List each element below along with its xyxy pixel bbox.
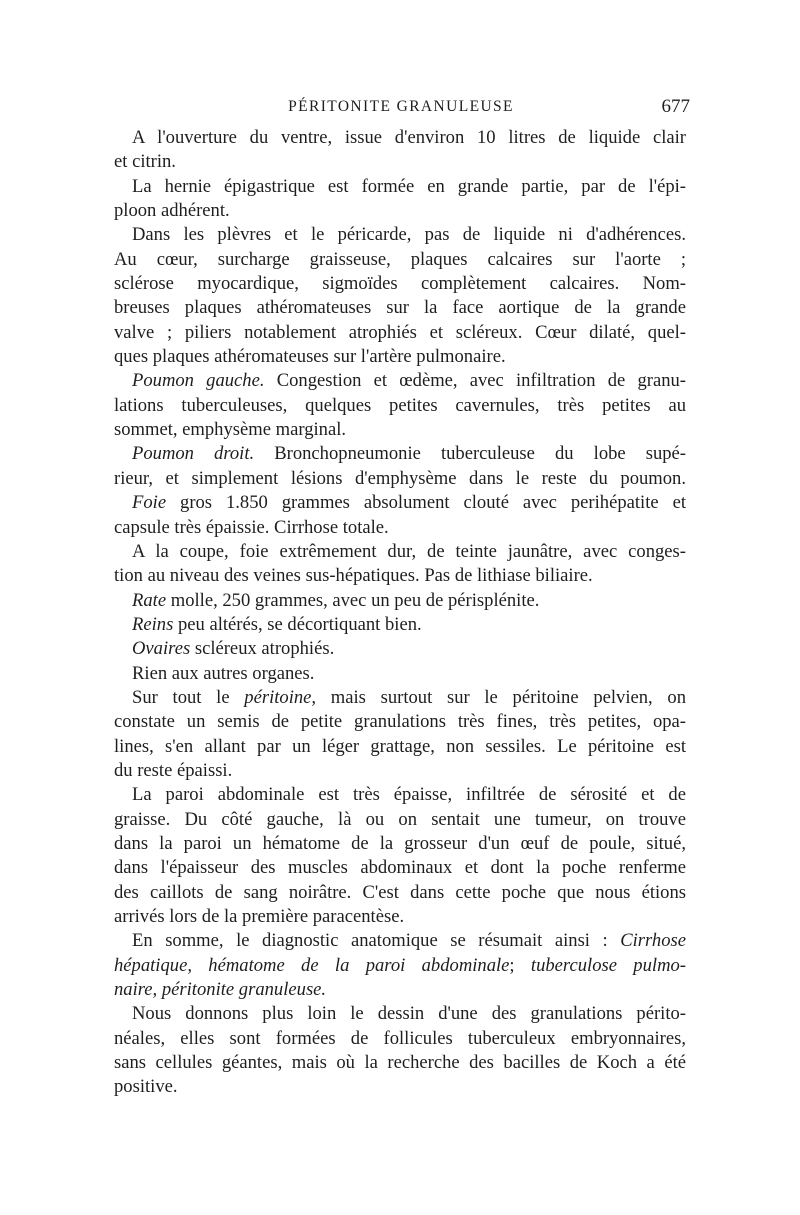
text-line (114, 905, 686, 929)
text-line (114, 637, 686, 661)
text-segment: gros 1.850 grammes absolument clouté avec perihépatite et (166, 492, 686, 514)
page-header (112, 98, 690, 122)
text-segment: du reste épaissi. (114, 759, 233, 781)
text-line (114, 126, 686, 150)
text-segment: néales, elles sont formées de follicules tuberculeux embryonnaires, (114, 1027, 686, 1049)
italic-text: Reins (132, 613, 174, 635)
text-segment: Rien aux autres organes. (132, 662, 315, 684)
text-line (114, 662, 686, 686)
text-segment: La paroi abdominale est très épaisse, infiltrée de sérosité et de (132, 784, 686, 806)
text-line (114, 418, 686, 442)
text-line (114, 686, 686, 710)
text-segment: lations tuberculeuses, quelques petites cavernules, très petites au (114, 394, 686, 416)
running-title: PÉRITONITE GRANULEUSE (288, 98, 514, 115)
text-segment: Au cœur, surcharge graisseuse, plaques calcaires sur l'aorte ; (114, 248, 686, 270)
text-line (114, 248, 686, 272)
text-segment: En somme, le diagnostic anatomique se résumait ainsi : (132, 930, 621, 952)
page-number: 677 (661, 96, 690, 117)
text-segment: Congestion et œdème, avec infiltration de granu- (264, 370, 686, 392)
text-line (114, 345, 686, 369)
text-segment: Bronchopneumonie tuberculeuse du lobe supé- (254, 443, 686, 465)
text-segment: des caillots de sang noirâtre. C'est dans cette poche que nous étions (114, 881, 686, 903)
text-segment: Sur tout le (132, 686, 245, 708)
text-segment: A la coupe, foie extrêmement dur, de teinte jaunâtre, avec conges- (132, 540, 686, 562)
text-segment: sclérose myocardique, sigmoïdes complètement calcaires. Nom- (114, 273, 686, 295)
italic-text: Rate (132, 589, 167, 611)
text-segment: et citrin. (114, 151, 176, 173)
text-line (114, 223, 686, 247)
italic-text: péritoine, (244, 686, 317, 708)
text-line (114, 394, 686, 418)
text-line (114, 832, 686, 856)
text-line (114, 589, 686, 613)
text-line (114, 150, 686, 174)
text-line (114, 467, 686, 491)
text-line (114, 369, 686, 393)
text-segment: peu altérés, se décortiquant bien. (173, 613, 422, 635)
text-segment: breuses plaques athéromateuses sur la face aortique de la grande (114, 297, 686, 319)
text-line (114, 808, 686, 832)
text-line (114, 516, 686, 540)
text-line (114, 1075, 686, 1099)
text-segment: graisse. Du côté gauche, là ou on sentait une tumeur, on trouve (114, 808, 686, 830)
italic-text: naire, péritonite granuleuse. (114, 979, 327, 1001)
text-segment: molle, 250 grammes, avec un peu de périsplénite. (166, 589, 540, 611)
text-line (114, 759, 686, 783)
text-segment: dans l'épaisseur des muscles abdominaux et dont la poche renferme (114, 857, 686, 879)
text-segment: La hernie épigastrique est formée en grande partie, par de l'épi- (132, 175, 686, 197)
text-segment: positive. (114, 1076, 178, 1098)
text-line (114, 564, 686, 588)
body-text (114, 126, 686, 1100)
text-segment: rieur, et simplement lésions d'emphysème dans le reste du poumon. (114, 467, 686, 489)
italic-text: Ovaires (132, 638, 191, 660)
italic-text: tuberculose pulmo- (530, 954, 686, 976)
text-line (114, 175, 686, 199)
text-segment: arrivés lors de la première paracentèse. (114, 906, 405, 927)
text-segment: Dans les plèvres et le péricarde, pas de liquide ni d'adhérences. (132, 224, 686, 246)
text-line (114, 978, 686, 1002)
text-line (114, 783, 686, 807)
text-line (114, 296, 686, 320)
text-segment: valve ; piliers notablement atrophiés et scléreux. Cœur dilaté, quel- (114, 321, 686, 343)
text-line (114, 954, 686, 978)
text-line (114, 321, 686, 345)
italic-text: Poumon gauche. (132, 370, 265, 392)
text-line (114, 735, 686, 759)
italic-text: Poumon droit. (132, 443, 255, 465)
text-segment: sommet, emphysème marginal. (114, 419, 347, 441)
text-line (114, 1051, 686, 1075)
text-line (114, 929, 686, 953)
italic-text: Foie (132, 492, 167, 514)
text-line (114, 881, 686, 905)
italic-text: Cirrhose (620, 930, 686, 952)
text-line (114, 199, 686, 223)
text-segment: ques plaques athéromateuses sur l'artère pulmonaire. (114, 346, 506, 368)
italic-text: hépatique, hématome de la paroi abdominale (114, 954, 510, 976)
text-segment: ; (509, 954, 531, 976)
text-line (114, 272, 686, 296)
text-segment: sans cellules géantes, mais où la recherche des bacilles de Koch a été (114, 1052, 686, 1074)
text-line (114, 710, 686, 734)
text-segment: constate un semis de petite granulations très fines, très petites, opa- (114, 711, 686, 733)
text-segment: A l'ouverture du ventre, issue d'environ 10 litres de liquide clair (132, 127, 686, 148)
text-line (114, 491, 686, 515)
text-segment: ploon adhérent. (114, 200, 230, 222)
text-segment: lines, s'en allant par un léger grattage, non sessiles. Le péritoine est (114, 735, 686, 757)
text-line (114, 1002, 686, 1026)
text-segment: capsule très épaissie. Cirrhose totale. (114, 516, 389, 538)
text-segment: scléreux atrophiés. (190, 638, 335, 660)
text-line (114, 613, 686, 637)
text-line (114, 442, 686, 466)
text-segment: tion au niveau des veines sus-hépatiques. Pas de lithiase biliaire. (114, 565, 593, 587)
text-segment: Nous donnons plus loin le dessin d'une des granulations périto- (132, 1003, 686, 1025)
text-line (114, 540, 686, 564)
text-line (114, 856, 686, 880)
text-segment: mais surtout sur le péritoine pelvien, on (316, 686, 686, 708)
text-line (114, 1027, 686, 1051)
text-segment: dans la paroi un hématome de la grosseur d'un œuf de poule, situé, (114, 832, 686, 854)
